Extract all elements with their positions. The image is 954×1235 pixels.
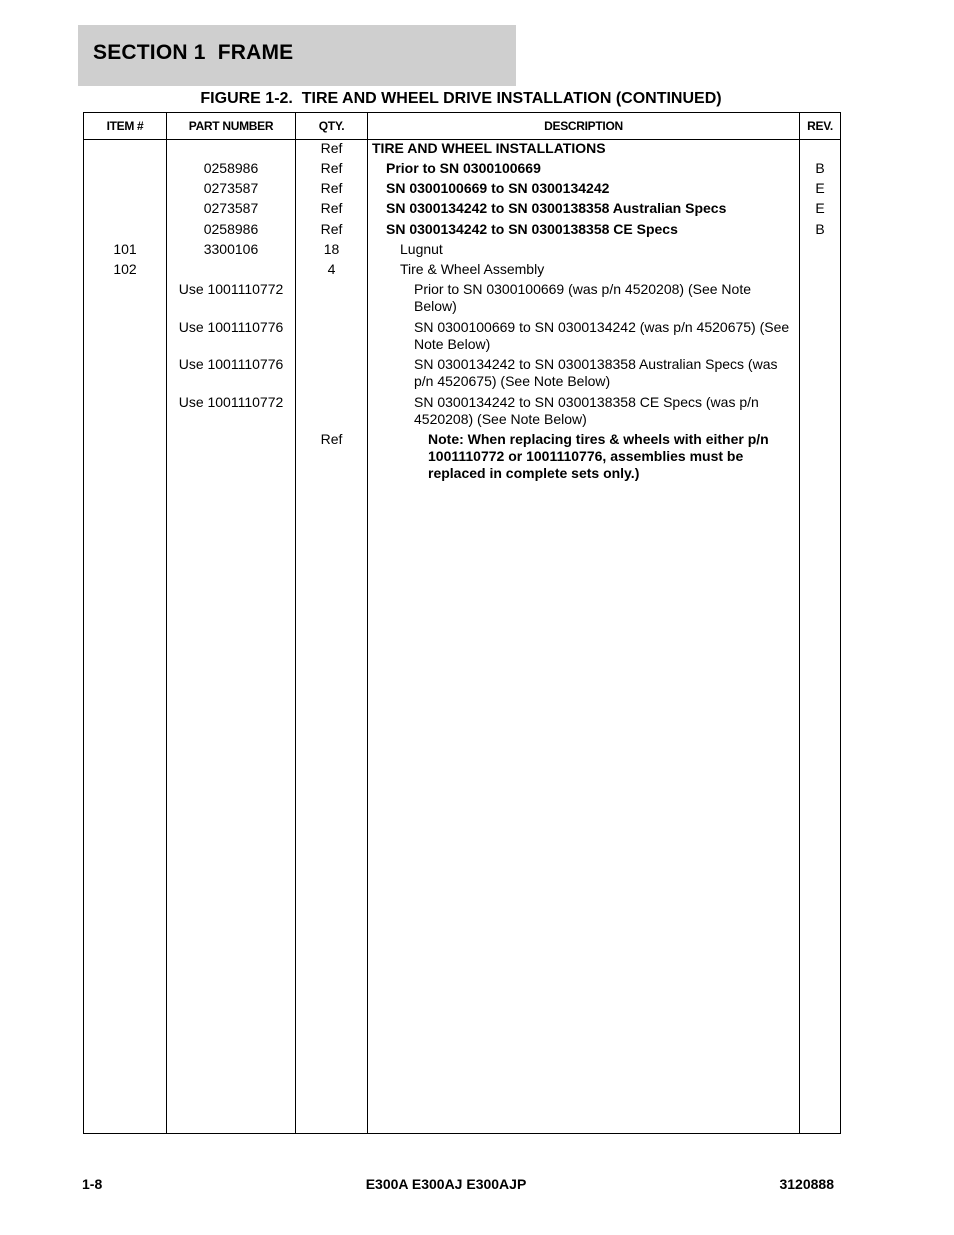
header-part-number: PART NUMBER — [188, 119, 274, 133]
note-text: Note: When replacing tires & wheels with either p/n 1001110772 or 1001110776, assemblies must be replaced in complete sets only.) — [428, 431, 769, 481]
part-number-cell: 0273587 — [203, 200, 259, 216]
part-number-cell: 0258986 — [203, 160, 259, 176]
qty-cell: Ref — [320, 180, 343, 196]
qty-cell: Ref — [320, 200, 343, 216]
rev-cell: E — [815, 200, 825, 216]
section-banner — [78, 25, 516, 86]
qty-cell: Ref — [320, 140, 343, 156]
qty-cell: Ref — [320, 221, 343, 237]
item-number-cell: 102 — [113, 261, 137, 277]
part-number-cell: 0273587 — [203, 180, 259, 196]
document-number: 3120888 — [779, 1176, 834, 1192]
figure-title: FIGURE 1-2. TIRE AND WHEEL DRIVE INSTALLATION (CONTINUED) — [200, 90, 722, 107]
qty-cell: 18 — [323, 241, 340, 257]
description-cell: Prior to SN 0300100669 — [386, 160, 541, 176]
part-number-cell: 3300106 — [203, 241, 259, 257]
part-number-cell: Use 1001110772 — [178, 394, 284, 410]
description-cell: Prior to SN 0300100669 (was p/n 4520208) (See Note Below) — [414, 281, 751, 314]
rev-cell: B — [815, 221, 825, 237]
description-cell: Tire & Wheel Assembly — [400, 261, 545, 277]
part-number-cell: Use 1001110772 — [178, 281, 284, 297]
description-cell: SN 0300134242 to SN 0300138358 Australian Specs — [386, 200, 727, 216]
description-cell: TIRE AND WHEEL INSTALLATIONS — [372, 140, 606, 156]
header-description: DESCRIPTION — [544, 119, 623, 133]
part-number-cell: Use 1001110776 — [178, 356, 284, 372]
part-number-cell: 0258986 — [203, 221, 259, 237]
parts-table — [83, 112, 841, 1134]
column-divider — [166, 113, 167, 1133]
section-title: SECTION 1 FRAME — [93, 41, 294, 64]
column-divider — [367, 113, 368, 1133]
column-divider — [799, 113, 800, 1133]
description-cell: SN 0300100669 to SN 0300134242 (was p/n 4520675) (See Note Below) — [414, 319, 790, 352]
header-rev: REV. — [807, 119, 833, 133]
item-number-cell: 101 — [113, 241, 137, 257]
page-number: 1-8 — [82, 1176, 103, 1192]
header-qty: QTY. — [318, 119, 345, 133]
description-cell: SN 0300134242 to SN 0300138358 CE Specs (was p/n 4520208) (See Note Below) — [414, 394, 759, 427]
part-number-cell: Use 1001110776 — [178, 319, 284, 335]
description-cell: SN 0300134242 to SN 0300138358 Australian Specs (was p/n 4520675) (See Note Below) — [414, 356, 778, 389]
qty-cell: Ref — [320, 160, 343, 176]
rev-cell: B — [815, 160, 825, 176]
qty-cell: 4 — [327, 261, 336, 277]
model-numbers: E300A E300AJ E300AJP — [365, 1176, 527, 1192]
description-cell: SN 0300100669 to SN 0300134242 — [386, 180, 610, 196]
rev-cell: E — [815, 180, 825, 196]
description-cell: SN 0300134242 to SN 0300138358 CE Specs — [386, 221, 678, 237]
description-cell: Lugnut — [400, 241, 443, 257]
header-item: ITEM # — [106, 119, 144, 133]
qty-cell: Ref — [320, 431, 343, 447]
